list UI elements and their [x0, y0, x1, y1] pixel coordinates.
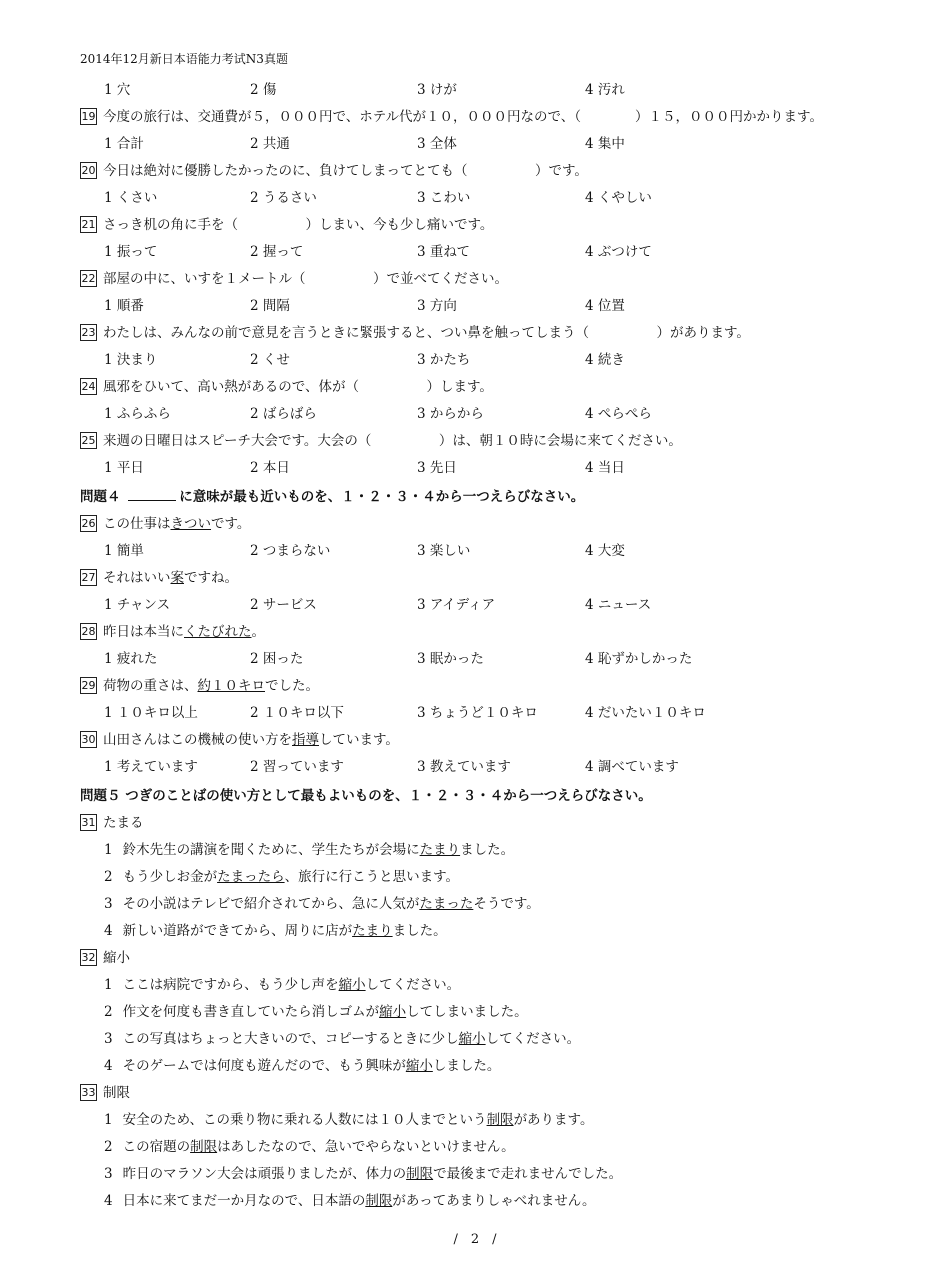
question-text-after: ですね。 [184, 570, 238, 586]
q33-sentence-2 [104, 1135, 515, 1155]
question-number: 30 [81, 733, 96, 746]
question-number: 21 [81, 218, 96, 231]
sentence-after: ました。 [392, 923, 447, 939]
option-number: 2 [104, 869, 113, 885]
sentence-underlined: 制限 [365, 1193, 393, 1209]
q31-sentence-1 [104, 838, 514, 858]
option-number: 4 [104, 1058, 113, 1074]
q24-option-1: 1 ふらふら [104, 406, 171, 422]
q33-sentence-4 [104, 1189, 596, 1209]
target-word: たまる [103, 815, 144, 831]
q26-option-3: 3 楽しい [417, 543, 471, 559]
q32-sentence-3 [104, 1027, 580, 1047]
question-number: 29 [81, 679, 96, 692]
q31-sentence-3 [104, 892, 540, 912]
q20-option-4: 4 くやしい [585, 190, 652, 206]
option-number: 2 [104, 1004, 113, 1020]
q27-option-4: 4 ニュース [585, 597, 652, 613]
sentence-underlined: 制限 [190, 1139, 218, 1155]
sentence-underlined: 縮小 [458, 1031, 486, 1047]
question-number: 20 [81, 164, 96, 177]
sentence-underlined: たまった [419, 896, 474, 912]
q21-option-3: 3 重ねて [417, 244, 471, 260]
sentence-underlined: たまったら [217, 869, 285, 885]
q28-option-3: 3 眠かった [417, 651, 484, 667]
sentence-underlined: 縮小 [379, 1004, 407, 1020]
question-text: わたしは、みんなの前で意見を言うときに緊張すると、つい鼻を触ってしまう（ ）があります。 [103, 325, 750, 341]
q21-option-4: 4 ぶつけて [585, 244, 652, 260]
sentence-after: があります。 [513, 1112, 594, 1128]
q18-option-4: 4 汚れ [585, 82, 625, 98]
sentence-underlined: 制限 [486, 1112, 514, 1128]
q23-option-3: 3 かたち [417, 352, 471, 368]
sentence-after: で最後まで走れませんでした。 [433, 1166, 623, 1182]
question-22 [80, 267, 940, 287]
option-number: 4 [104, 1193, 113, 1209]
q30-option-3: 3 教えています [417, 759, 511, 775]
question-text: 今度の旅行は、交通費が５，０００円で、ホテル代が１０，０００円なので、（ ）１５，０００円かかります。 [103, 109, 823, 125]
q23-options [104, 348, 924, 366]
q22-option-3: 3 方向 [417, 298, 457, 314]
question-text-after: しています。 [319, 732, 399, 748]
q25-option-4: 4 当日 [585, 460, 625, 476]
document-header: 2014年12月新日本语能力考试N3真题 [80, 52, 288, 66]
q19-option-4: 4 集中 [585, 136, 625, 152]
sentence-after: ました。 [460, 842, 515, 858]
q22-option-2: 2 間隔 [250, 298, 290, 314]
q30-option-1: 1 考えています [104, 759, 198, 775]
sentence-before: この宿題の [122, 1139, 191, 1155]
question-number: 22 [81, 272, 96, 285]
q29-option-2: 2 １０キロ以下 [250, 705, 344, 721]
question-number: 32 [81, 951, 96, 964]
q20-options [104, 186, 924, 204]
q20-option-2: 2 うるさい [250, 190, 317, 206]
page-number: / 2 / [453, 1232, 497, 1247]
q23-option-2: 2 くせ [250, 352, 290, 368]
sentence-underlined: たまり [419, 842, 461, 858]
question-23 [80, 321, 940, 341]
q32-sentence-2 [104, 1000, 528, 1020]
sentence-before: もう少しお金が [122, 869, 218, 885]
option-number: 3 [104, 1031, 113, 1047]
sentence-before: 日本に来てまだ一か月なので、日本語の [122, 1193, 366, 1209]
question-31 [80, 811, 940, 831]
section-5-heading: 問題５ つぎのことばの使い方として最もよいものを、１・２・３・４から一つえらびなさい。 [80, 788, 652, 804]
q33-sentence-3 [104, 1162, 622, 1182]
q30-options [104, 755, 924, 773]
question-number: 24 [81, 380, 96, 393]
sentence-after: そうです。 [473, 896, 540, 912]
question-21 [80, 213, 940, 233]
q18-options [104, 78, 924, 96]
question-number: 19 [81, 110, 96, 123]
q28-option-1: 1 疲れた [104, 651, 158, 667]
q31-sentence-2 [104, 865, 459, 885]
q28-options [104, 647, 924, 665]
sentence-after: してください。 [485, 1031, 581, 1047]
q32-sentence-1 [104, 973, 460, 993]
q18-option-1: 1 穴 [104, 82, 131, 98]
q25-option-2: 2 本日 [250, 460, 290, 476]
sentence-underlined: たまり [352, 923, 393, 939]
target-word: 縮小 [103, 950, 130, 966]
option-number: 3 [104, 1166, 113, 1182]
q29-option-3: 3 ちょうど１０キロ [417, 705, 538, 721]
question-underlined-word: 指導 [292, 732, 319, 748]
sentence-before: その小説はテレビで紹介されてから、急に人気が [122, 896, 420, 912]
question-text-before: 山田さんはこの機械の使い方を [103, 732, 292, 748]
question-underlined-word: 案 [170, 570, 184, 586]
q18-option-3: 3 けが [417, 82, 457, 98]
question-26 [80, 512, 940, 532]
q26-options [104, 539, 924, 557]
q19-option-2: 2 共通 [250, 136, 290, 152]
question-text-after: です。 [211, 516, 251, 532]
q19-option-1: 1 合計 [104, 136, 144, 152]
question-19 [80, 105, 940, 125]
question-30 [80, 728, 940, 748]
q27-option-3: 3 アイディア [417, 597, 496, 613]
question-underlined-word: 約１０キロ [197, 678, 265, 694]
q27-option-2: 2 サービス [250, 597, 317, 613]
question-27 [80, 566, 940, 586]
question-text: 来週の日曜日はスピーチ大会です。大会の（ ）は、朝１０時に会場に来てください。 [103, 433, 682, 449]
question-number: 28 [81, 625, 96, 638]
question-25 [80, 429, 940, 449]
question-28 [80, 620, 940, 640]
question-number: 26 [81, 517, 96, 530]
option-number: 1 [104, 842, 113, 858]
option-number: 2 [104, 1139, 113, 1155]
question-text: 部屋の中に、いすを１メートル（ ）で並べてください。 [103, 271, 508, 287]
q29-option-1: 1 １０キロ以上 [104, 705, 198, 721]
sentence-before: この写真はちょっと大きいので、コピーするときに少し [122, 1031, 459, 1047]
q22-options [104, 294, 924, 312]
option-number: 4 [104, 923, 113, 939]
q19-option-3: 3 全体 [417, 136, 457, 152]
q27-option-1: 1 チャンス [104, 597, 171, 613]
target-word: 制限 [103, 1085, 130, 1101]
sentence-after: してしまいました。 [406, 1004, 528, 1020]
question-24 [80, 375, 940, 395]
sentence-underlined: 制限 [406, 1166, 434, 1182]
q24-option-4: 4 ぺらぺら [585, 406, 652, 422]
question-29 [80, 674, 940, 694]
q22-option-4: 4 位置 [585, 298, 625, 314]
q20-option-1: 1 くさい [104, 190, 158, 206]
section-4-label: 問題４ [80, 489, 121, 505]
sentence-underlined: 縮小 [405, 1058, 433, 1074]
q29-option-4: 4 だいたい１０キロ [585, 705, 706, 721]
q18-option-2: 2 傷 [250, 82, 277, 98]
q31-sentence-4 [104, 919, 447, 939]
q27-options [104, 593, 924, 611]
sentence-before: 昨日のマラソン大会は頑張りましたが、体力の [122, 1166, 407, 1182]
sentence-underlined: 縮小 [338, 977, 366, 993]
sentence-after: しました。 [432, 1058, 501, 1074]
option-number: 1 [104, 977, 113, 993]
sentence-after: があってあまりしゃべれません。 [392, 1193, 596, 1209]
q21-option-2: 2 握って [250, 244, 304, 260]
section-4-heading [80, 485, 584, 505]
sentence-before: 鈴木先生の講演を聞くために、学生たちが会場に [122, 842, 420, 858]
q23-option-4: 4 続き [585, 352, 625, 368]
underline-blank [128, 490, 176, 501]
question-text-after: 。 [251, 624, 265, 640]
section-4-instruction: に意味が最も近いものを、１・２・３・４から一つえらびなさい。 [179, 489, 585, 505]
q25-option-3: 3 先日 [417, 460, 457, 476]
question-number: 31 [81, 816, 96, 829]
q22-option-1: 1 順番 [104, 298, 144, 314]
q32-sentence-4 [104, 1054, 500, 1074]
q28-option-2: 2 困った [250, 651, 304, 667]
question-text-before: それはいい [103, 570, 171, 586]
sentence-before: そのゲームでは何度も遊んだので、もう興味が [122, 1058, 406, 1074]
question-underlined-word: くたびれた [184, 624, 252, 640]
q26-option-1: 1 簡単 [104, 543, 144, 559]
question-text-before: 昨日は本当に [103, 624, 184, 640]
option-number: 1 [104, 1112, 113, 1128]
sentence-after: 、旅行に行こうと思います。 [284, 869, 460, 885]
sentence-after: してください。 [365, 977, 461, 993]
q25-option-1: 1 平日 [104, 460, 144, 476]
q21-option-1: 1 振って [104, 244, 158, 260]
question-32 [80, 946, 940, 966]
sentence-before: 作文を何度も書き直していたら消しゴムが [122, 1004, 380, 1020]
q24-option-2: 2 ばらばら [250, 406, 317, 422]
question-underlined-word: きつい [170, 516, 211, 532]
question-number: 27 [81, 571, 96, 584]
option-number: 3 [104, 896, 113, 912]
q26-option-4: 4 大変 [585, 543, 625, 559]
q26-option-2: 2 つまらない [250, 543, 331, 559]
question-text-before: この仕事は [103, 516, 171, 532]
q24-options [104, 402, 924, 420]
question-text-after: でした。 [265, 678, 319, 694]
q20-option-3: 3 こわい [417, 190, 471, 206]
question-number: 33 [81, 1086, 96, 1099]
q25-options [104, 456, 924, 474]
question-text-before: 荷物の重さは、 [103, 678, 198, 694]
question-text: 今日は絶対に優勝したかったのに、負けてしまってとても（ ）です。 [103, 163, 588, 179]
q30-option-2: 2 習っています [250, 759, 344, 775]
q33-sentence-1 [104, 1108, 593, 1128]
question-33 [80, 1081, 940, 1101]
q29-options [104, 701, 924, 719]
sentence-after: はあしたなので、急いでやらないといけません。 [217, 1139, 515, 1155]
sentence-before: 新しい道路ができてから、周りに店が [122, 923, 353, 939]
sentence-before: ここは病院ですから、もう少し声を [122, 977, 339, 993]
q30-option-4: 4 調べています [585, 759, 679, 775]
question-number: 25 [81, 434, 96, 447]
q24-option-3: 3 からから [417, 406, 484, 422]
question-text: さっき机の角に手を（ ）しまい、今も少し痛いです。 [103, 217, 494, 233]
q19-options [104, 132, 924, 150]
q23-option-1: 1 決まり [104, 352, 158, 368]
q28-option-4: 4 恥ずかしかった [585, 651, 693, 667]
question-20 [80, 159, 940, 179]
question-text: 風邪をひいて、高い熱があるので、体が（ ）します。 [103, 379, 493, 395]
sentence-before: 安全のため、この乗り物に乗れる人数には１０人までという [122, 1112, 487, 1128]
q21-options [104, 240, 924, 258]
question-number: 23 [81, 326, 96, 339]
